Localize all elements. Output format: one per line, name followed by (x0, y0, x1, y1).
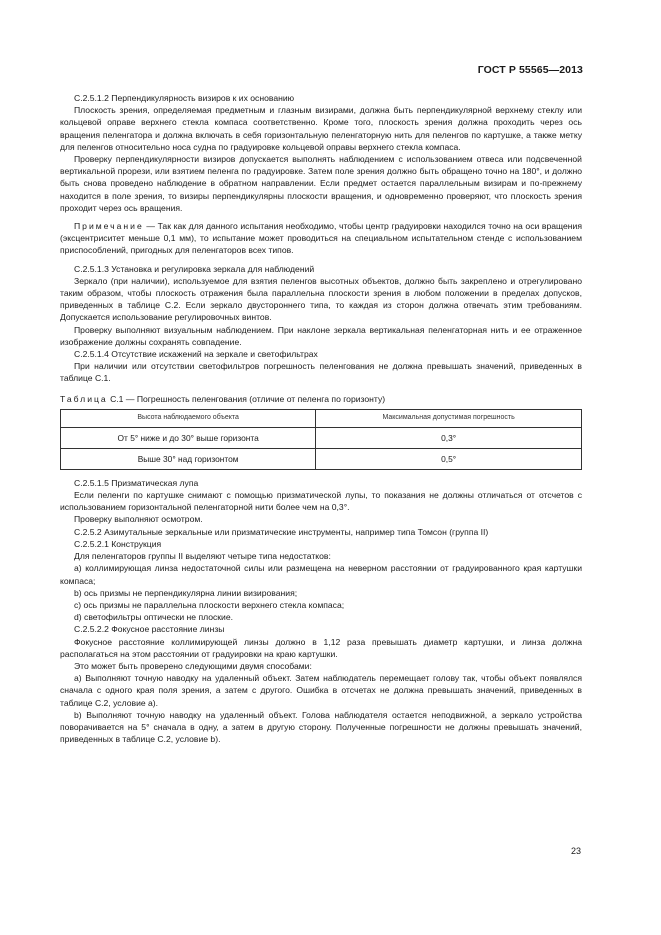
table-cell: 0,5° (316, 448, 582, 469)
list-item: с) ось призмы не параллельна плоскости верхнего стекла компаса; (74, 599, 345, 610)
table-row (61, 448, 582, 469)
table-cell: Выше 30° над горизонтом (61, 448, 316, 469)
document-id: ГОСТ Р 55565—2013 (477, 64, 583, 76)
paragraph: Зеркало (при наличии), используемое для взятия пеленгов высотных объектов, должно быть закреплено и отрегулировано таким образом, чтобы плоскость отражения была параллельна плоскости зрения в любом положении в пределах допусков, приведенных в таблице С.2. Если зеркало двустороннего типа, то каждая из сторон должна отвечать этим требованиям. Допускается использование регулировочных винтов. (60, 275, 582, 323)
error-table (60, 409, 582, 470)
table-header-cell: Высота наблюдаемого объекта (61, 409, 316, 427)
page-content (60, 92, 582, 745)
page-number: 23 (570, 846, 581, 856)
table-caption-label: Таблица (60, 393, 108, 404)
section-heading: С.2.5.2.1 Конструкция (74, 538, 162, 549)
paragraph: При наличии или отсутствии светофильтров погрешность пеленгования не должна превышать значений, приведенных в таблице С.1. (60, 361, 582, 384)
section-heading: С.2.5.1.5 Призматическая лупа (74, 477, 199, 488)
table-caption-text: С.1 — Погрешность пеленгования (отличие от пеленга по горизонту) (107, 393, 386, 404)
section-heading: С.2.5.1.2 Перпендикулярность визиров к их основанию (74, 93, 295, 103)
paragraph: Проверку выполняют визуальным наблюдением. При наклоне зеркала вертикальная пеленгаторная нить и ее отраженное изображение должны сохранять совпадение. (60, 324, 582, 347)
table-row (61, 427, 582, 448)
table-cell: От 5° ниже и до 30° выше горизонта (61, 427, 316, 448)
note (60, 220, 582, 257)
paragraph: Проверку выполняют осмотром. (74, 514, 203, 525)
table-caption (60, 393, 582, 405)
section-heading: С.2.5.2 Азимутальные зеркальные или призматические инструменты, например типа Томсон (группа II) (74, 526, 489, 537)
note-label: Примечание (74, 221, 144, 232)
section-heading: С.2.5.2.2 Фокусное расстояние линзы (74, 624, 225, 635)
table-header-row (61, 409, 582, 427)
paragraph: Если пеленги по картушке снимают с помощью призматической лупы, то показания не должны отличаться от отсчетов с использованием горизонтальной пеленгаторной нити более чем на 0,3°. (60, 490, 582, 513)
paragraph: Для пеленгаторов группы II выделяют четыре типа недостатков: (74, 551, 331, 562)
paragraph: Плоскость зрения, определяемая предметным и глазным визирами, должна быть перпендикулярной верхнему стеклу или кольцевой оправе верхнего стекла компаса соответственно. Кроме того, плоскость зрения должна проходить через ось вращения пеленгатора и должна включать в себя горизонтальную пеленгаторную нить для пеленгов по картушке, а также метку для пеленгов относительно носа судна по градуировке кольцевой оправы верхнего стекла компаса. (60, 105, 582, 152)
table-header-cell: Максимальная допустимая погрешность (316, 409, 582, 427)
paragraph: Это может быть проверено следующими двумя способами: (74, 660, 312, 671)
list-item: b) ось призмы не перпендикулярна линии визирования; (74, 587, 298, 598)
list-item: d) светофильтры оптически не плоские. (74, 612, 234, 623)
paragraph: Фокусное расстояние коллимирующей линзы должно в 1,12 раза превышать диаметр картушки, и линза должна располагаться на этом расстоянии от градуировки на краю картушки. (60, 636, 582, 659)
list-item: а) коллимирующая линза недостаточной силы или размещена на неверном расстоянии от градуированного края картушки компаса; (60, 563, 582, 586)
paragraph: Проверку перпендикулярности визиров допускается выполнять наблюдением с использованием отвеса или подсвеченной вертикальной прорези, или взятием пеленга по градуировке. Затем поле зрения должно быть обращено точно на 180°, и должно быть снова проведено наблюдение в обратном направлении. Если предмет остается параллельным визирам и по-прежнему находится в поле зрения, то визиры перпендикулярны плоскости вращения, и одновременно проверяют, что плоскость зрения проходит через ось вращения. (60, 154, 582, 213)
note-text: — Так как для данного испытания необходимо, чтобы центр градуировки находился точно на оси вращения (эксцентриситет меньше 0,1 мм), то испытание может проводиться на специальном испытательном стенде с использованием приспособлений, пригодных для пеленгаторов всех типов. (60, 221, 582, 256)
list-item: а) Выполняют точную наводку на удаленный объект. Затем наблюдатель перемещает голову так, чтобы объект появлялся сначала с одного края поля зрения, а затем с другого. Ошибка в отсчетах не должна превышать значений, приведенных в таблице С.2, условие а). (60, 673, 582, 708)
section-heading: С.2.5.1.4 Отсутствие искажений на зеркале и светофильтрах (74, 349, 318, 360)
table-cell: 0,3° (316, 427, 582, 448)
list-item: b) Выполняют точную наводку на удаленный объект. Голова наблюдателя остается неподвижной, а зеркало устройства поворачивается на 5° сначала в одну, а затем в другую сторону. Полученные погрешности не должны превышать значений, приведенных в таблице С.2, условие b). (60, 709, 582, 745)
section-heading: С.2.5.1.3 Установка и регулировка зеркала для наблюдений (74, 263, 315, 274)
